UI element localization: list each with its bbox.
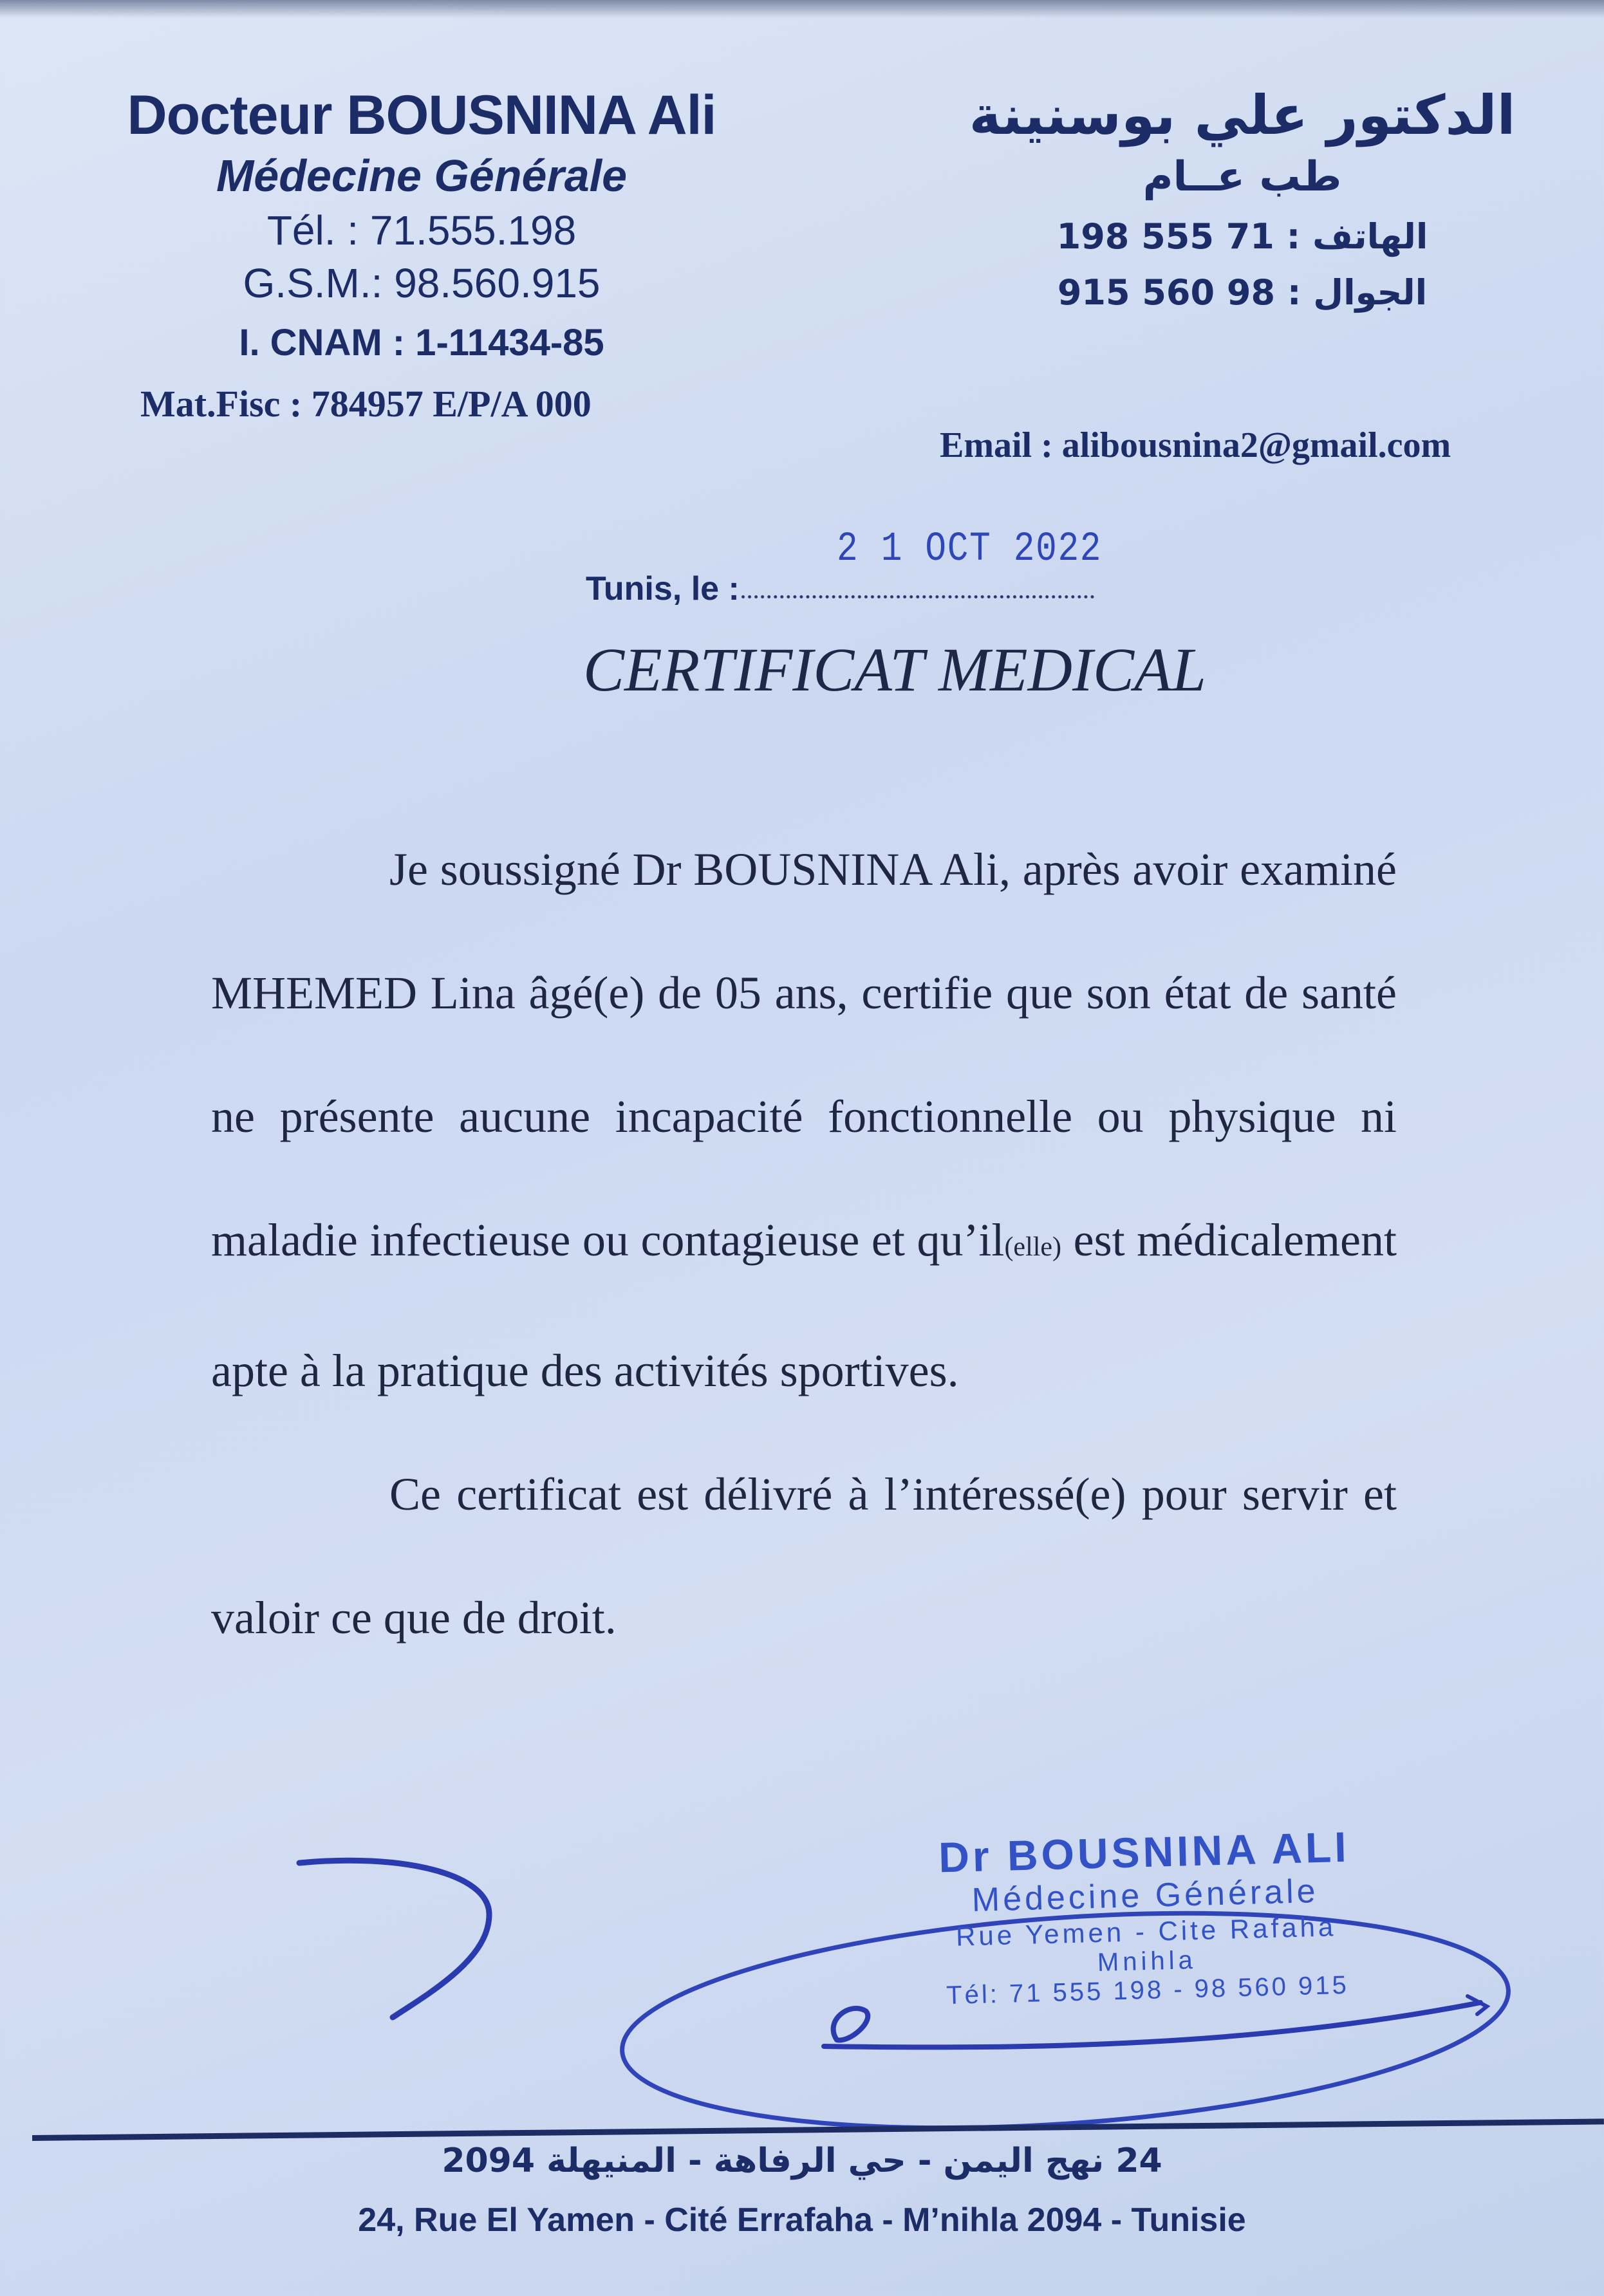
body-text-main: Je soussigné Dr BOUSNINA Ali, après avoir examiné MHEMED Lina âgé(e) de 05 ans, certifie que son état de santé ne présente aucune incapacité fonctionnelle ou physique ni maladie infectieuse ou contagieuse et qu’il (211, 844, 1397, 1266)
footer-address-arabic: 24 نهج اليمن - حي الرفاهة - المنيهلة 2094 (442, 2142, 1162, 2180)
mobile-number-arabic: الجوال : 98 560 915 (1057, 272, 1428, 313)
place-label: Tunis, le : (586, 570, 740, 607)
doctor-stamp (886, 1821, 1406, 2012)
phone-number: Tél. : 71.555.198 (266, 207, 577, 254)
tax-id: Mat.Fisc : 784957 E/P/A 000 (140, 383, 592, 425)
phone-number-arabic: الهاتف : 71 555 198 (1056, 216, 1428, 257)
footer-address-french: 24, Rue El Yamen - Cité Errafaha - M’nihla 2094 - Tunisie (358, 2201, 1246, 2239)
body-paragraph-2: Ce certificat est délivré à l’intéressé(e) pour servir et valoir ce que de droit. (211, 1468, 1397, 1643)
stamp-street: Rue Yemen - Cite Rafaha (955, 1911, 1337, 1952)
document-title: CERTIFICAT MEDICAL (583, 635, 1206, 704)
doctor-name: Docteur BOUSNINA Ali (127, 84, 716, 146)
stamp-city: Mnihla (1097, 1945, 1197, 1977)
stamp-phones: Tél: 71 555 198 - 98 560 915 (946, 1970, 1350, 2010)
doctor-specialty-arabic: طب عــام (1142, 153, 1342, 201)
stamp-doctor-name: Dr BOUSNINA ALI (938, 1822, 1350, 1882)
stamp-specialty: Médecine Générale (971, 1872, 1320, 1920)
body-text-small: (elle) (1004, 1232, 1062, 1262)
body-text-end: est médicalement apte à la pratique des activités sportives. (211, 1214, 1397, 1396)
date-stamp: 2 1 OCT 2022 (837, 526, 1103, 573)
doctor-specialty: Médecine Générale (216, 151, 628, 201)
doctor-name-arabic: الدكتور علي بوسنينة (969, 84, 1516, 147)
cnam-id: I. CNAM : 1-11434-85 (239, 322, 604, 364)
signature-curve-left (299, 1860, 489, 2017)
email-address: Email : alibousnina2@gmail.com (940, 425, 1451, 465)
mobile-number: G.S.M.: 98.560.915 (243, 260, 601, 306)
